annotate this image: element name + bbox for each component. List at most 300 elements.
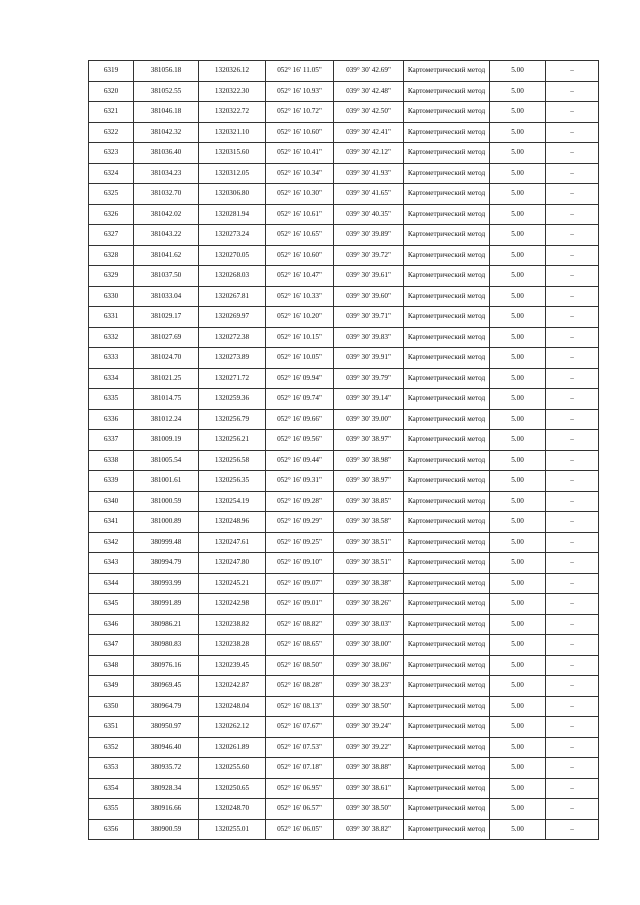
method-cell: Картометрический метод: [404, 717, 490, 738]
table-row: [89, 799, 599, 820]
note-cell: –: [546, 553, 599, 574]
method-cell: Картометрический метод: [404, 676, 490, 697]
longitude-cell: 039° 30' 42.12": [334, 143, 404, 164]
table-row: [89, 430, 599, 451]
note-cell: –: [546, 758, 599, 779]
method-cell: Картометрический метод: [404, 655, 490, 676]
coord-x-cell: 381046.18: [134, 102, 199, 123]
note-cell: –: [546, 225, 599, 246]
table-row: [89, 512, 599, 533]
latitude-cell: 052° 16' 09.94": [266, 368, 334, 389]
coord-y-cell: 1320326.12: [199, 61, 266, 82]
note-cell: –: [546, 430, 599, 451]
longitude-cell: 039° 30' 38.97": [334, 430, 404, 451]
latitude-cell: 052° 16' 10.15": [266, 327, 334, 348]
point-number-cell: 6320: [89, 81, 134, 102]
coord-y-cell: 1320242.98: [199, 594, 266, 615]
latitude-cell: 052° 16' 08.13": [266, 696, 334, 717]
longitude-cell: 039° 30' 38.00": [334, 635, 404, 656]
table-row: [89, 81, 599, 102]
coord-y-cell: 1320248.04: [199, 696, 266, 717]
method-cell: Картометрический метод: [404, 573, 490, 594]
note-cell: –: [546, 491, 599, 512]
longitude-cell: 039° 30' 39.61": [334, 266, 404, 287]
coord-x-cell: 381024.70: [134, 348, 199, 369]
note-cell: –: [546, 676, 599, 697]
coord-y-cell: 1320255.60: [199, 758, 266, 779]
accuracy-cell: 5.00: [490, 266, 546, 287]
method-cell: Картометрический метод: [404, 389, 490, 410]
longitude-cell: 039° 30' 38.51": [334, 532, 404, 553]
coord-x-cell: 380991.89: [134, 594, 199, 615]
accuracy-cell: 5.00: [490, 737, 546, 758]
longitude-cell: 039° 30' 39.72": [334, 245, 404, 266]
coord-x-cell: 381012.24: [134, 409, 199, 430]
note-cell: –: [546, 286, 599, 307]
point-number-cell: 6356: [89, 819, 134, 840]
accuracy-cell: 5.00: [490, 614, 546, 635]
note-cell: –: [546, 778, 599, 799]
accuracy-cell: 5.00: [490, 430, 546, 451]
latitude-cell: 052° 16' 11.05": [266, 61, 334, 82]
coord-x-cell: 381005.54: [134, 450, 199, 471]
longitude-cell: 039° 30' 38.82": [334, 819, 404, 840]
method-cell: Картометрический метод: [404, 799, 490, 820]
coord-x-cell: 381033.04: [134, 286, 199, 307]
coord-y-cell: 1320312.05: [199, 163, 266, 184]
coord-x-cell: 381000.59: [134, 491, 199, 512]
note-cell: –: [546, 635, 599, 656]
longitude-cell: 039° 30' 39.00": [334, 409, 404, 430]
table-row: [89, 389, 599, 410]
latitude-cell: 052° 16' 09.74": [266, 389, 334, 410]
table-row: [89, 225, 599, 246]
table-row: [89, 655, 599, 676]
latitude-cell: 052° 16' 09.44": [266, 450, 334, 471]
method-cell: Картометрический метод: [404, 163, 490, 184]
coord-x-cell: 381029.17: [134, 307, 199, 328]
coord-y-cell: 1320259.36: [199, 389, 266, 410]
table-row: [89, 327, 599, 348]
point-number-cell: 6351: [89, 717, 134, 738]
longitude-cell: 039° 30' 38.38": [334, 573, 404, 594]
accuracy-cell: 5.00: [490, 594, 546, 615]
coord-y-cell: 1320256.58: [199, 450, 266, 471]
coord-x-cell: 380916.66: [134, 799, 199, 820]
coord-x-cell: 381052.55: [134, 81, 199, 102]
point-number-cell: 6319: [89, 61, 134, 82]
coord-x-cell: 380999.48: [134, 532, 199, 553]
coord-x-cell: 380935.72: [134, 758, 199, 779]
longitude-cell: 039° 30' 39.60": [334, 286, 404, 307]
method-cell: Картометрический метод: [404, 225, 490, 246]
accuracy-cell: 5.00: [490, 61, 546, 82]
latitude-cell: 052° 16' 10.41": [266, 143, 334, 164]
coord-x-cell: 381037.50: [134, 266, 199, 287]
latitude-cell: 052° 16' 09.66": [266, 409, 334, 430]
point-number-cell: 6321: [89, 102, 134, 123]
method-cell: Картометрический метод: [404, 614, 490, 635]
latitude-cell: 052° 16' 09.29": [266, 512, 334, 533]
accuracy-cell: 5.00: [490, 163, 546, 184]
coord-y-cell: 1320322.30: [199, 81, 266, 102]
method-cell: Картометрический метод: [404, 266, 490, 287]
coord-x-cell: 381041.62: [134, 245, 199, 266]
point-number-cell: 6337: [89, 430, 134, 451]
method-cell: Картометрический метод: [404, 696, 490, 717]
latitude-cell: 052° 16' 10.20": [266, 307, 334, 328]
accuracy-cell: 5.00: [490, 676, 546, 697]
table-row: [89, 717, 599, 738]
coord-x-cell: 380928.34: [134, 778, 199, 799]
note-cell: –: [546, 696, 599, 717]
accuracy-cell: 5.00: [490, 348, 546, 369]
coordinates-table-page: [88, 60, 598, 840]
coord-y-cell: 1320248.96: [199, 512, 266, 533]
method-cell: Картометрический метод: [404, 635, 490, 656]
table-row: [89, 184, 599, 205]
longitude-cell: 039° 30' 39.91": [334, 348, 404, 369]
method-cell: Картометрический метод: [404, 778, 490, 799]
coord-y-cell: 1320248.70: [199, 799, 266, 820]
longitude-cell: 039° 30' 38.58": [334, 512, 404, 533]
accuracy-cell: 5.00: [490, 778, 546, 799]
longitude-cell: 039° 30' 42.41": [334, 122, 404, 143]
note-cell: –: [546, 81, 599, 102]
table-row: [89, 696, 599, 717]
note-cell: –: [546, 389, 599, 410]
latitude-cell: 052° 16' 09.31": [266, 471, 334, 492]
accuracy-cell: 5.00: [490, 573, 546, 594]
table-row: [89, 491, 599, 512]
latitude-cell: 052° 16' 09.01": [266, 594, 334, 615]
note-cell: –: [546, 573, 599, 594]
note-cell: –: [546, 266, 599, 287]
coord-x-cell: 381042.32: [134, 122, 199, 143]
table-row: [89, 594, 599, 615]
coord-x-cell: 381056.18: [134, 61, 199, 82]
table-row: [89, 307, 599, 328]
point-number-cell: 6344: [89, 573, 134, 594]
method-cell: Картометрический метод: [404, 61, 490, 82]
point-number-cell: 6325: [89, 184, 134, 205]
method-cell: Картометрический метод: [404, 245, 490, 266]
longitude-cell: 039° 30' 39.14": [334, 389, 404, 410]
point-number-cell: 6340: [89, 491, 134, 512]
table-row: [89, 737, 599, 758]
method-cell: Картометрический метод: [404, 368, 490, 389]
longitude-cell: 039° 30' 39.79": [334, 368, 404, 389]
point-number-cell: 6348: [89, 655, 134, 676]
coord-y-cell: 1320306.80: [199, 184, 266, 205]
point-number-cell: 6322: [89, 122, 134, 143]
latitude-cell: 052° 16' 10.60": [266, 122, 334, 143]
longitude-cell: 039° 30' 41.93": [334, 163, 404, 184]
latitude-cell: 052° 16' 10.47": [266, 266, 334, 287]
accuracy-cell: 5.00: [490, 184, 546, 205]
latitude-cell: 052° 16' 09.56": [266, 430, 334, 451]
coord-x-cell: 381032.70: [134, 184, 199, 205]
accuracy-cell: 5.00: [490, 245, 546, 266]
table-row: [89, 163, 599, 184]
point-number-cell: 6323: [89, 143, 134, 164]
latitude-cell: 052° 16' 07.67": [266, 717, 334, 738]
method-cell: Картометрический метод: [404, 204, 490, 225]
accuracy-cell: 5.00: [490, 799, 546, 820]
method-cell: Картометрический метод: [404, 81, 490, 102]
table-row: [89, 286, 599, 307]
point-number-cell: 6345: [89, 594, 134, 615]
coord-y-cell: 1320273.24: [199, 225, 266, 246]
accuracy-cell: 5.00: [490, 225, 546, 246]
coordinates-table: [88, 60, 599, 840]
longitude-cell: 039° 30' 38.51": [334, 553, 404, 574]
point-number-cell: 6343: [89, 553, 134, 574]
point-number-cell: 6336: [89, 409, 134, 430]
table-row: [89, 532, 599, 553]
accuracy-cell: 5.00: [490, 450, 546, 471]
point-number-cell: 6334: [89, 368, 134, 389]
point-number-cell: 6329: [89, 266, 134, 287]
longitude-cell: 039° 30' 39.89": [334, 225, 404, 246]
coord-y-cell: 1320281.94: [199, 204, 266, 225]
coord-y-cell: 1320267.81: [199, 286, 266, 307]
coord-y-cell: 1320239.45: [199, 655, 266, 676]
point-number-cell: 6324: [89, 163, 134, 184]
table-row: [89, 471, 599, 492]
coord-x-cell: 380964.79: [134, 696, 199, 717]
table-row: [89, 368, 599, 389]
longitude-cell: 039° 30' 41.65": [334, 184, 404, 205]
table-row: [89, 266, 599, 287]
accuracy-cell: 5.00: [490, 717, 546, 738]
point-number-cell: 6330: [89, 286, 134, 307]
coord-x-cell: 380946.40: [134, 737, 199, 758]
accuracy-cell: 5.00: [490, 512, 546, 533]
latitude-cell: 052° 16' 08.28": [266, 676, 334, 697]
method-cell: Картометрический метод: [404, 184, 490, 205]
note-cell: –: [546, 594, 599, 615]
method-cell: Картометрический метод: [404, 327, 490, 348]
accuracy-cell: 5.00: [490, 553, 546, 574]
longitude-cell: 039° 30' 39.83": [334, 327, 404, 348]
method-cell: Картометрический метод: [404, 348, 490, 369]
accuracy-cell: 5.00: [490, 409, 546, 430]
accuracy-cell: 5.00: [490, 102, 546, 123]
accuracy-cell: 5.00: [490, 655, 546, 676]
latitude-cell: 052° 16' 08.65": [266, 635, 334, 656]
point-number-cell: 6342: [89, 532, 134, 553]
latitude-cell: 052° 16' 10.60": [266, 245, 334, 266]
latitude-cell: 052° 16' 07.53": [266, 737, 334, 758]
longitude-cell: 039° 30' 42.69": [334, 61, 404, 82]
coord-y-cell: 1320247.80: [199, 553, 266, 574]
table-row: [89, 778, 599, 799]
latitude-cell: 052° 16' 06.05": [266, 819, 334, 840]
note-cell: –: [546, 143, 599, 164]
method-cell: Картометрический метод: [404, 450, 490, 471]
note-cell: –: [546, 717, 599, 738]
longitude-cell: 039° 30' 38.23": [334, 676, 404, 697]
note-cell: –: [546, 368, 599, 389]
longitude-cell: 039° 30' 38.98": [334, 450, 404, 471]
accuracy-cell: 5.00: [490, 368, 546, 389]
accuracy-cell: 5.00: [490, 81, 546, 102]
longitude-cell: 039° 30' 42.48": [334, 81, 404, 102]
longitude-cell: 039° 30' 38.88": [334, 758, 404, 779]
latitude-cell: 052° 16' 10.33": [266, 286, 334, 307]
point-number-cell: 6339: [89, 471, 134, 492]
table-row: [89, 348, 599, 369]
point-number-cell: 6333: [89, 348, 134, 369]
coord-y-cell: 1320271.72: [199, 368, 266, 389]
coord-x-cell: 381042.02: [134, 204, 199, 225]
longitude-cell: 039° 30' 38.50": [334, 799, 404, 820]
latitude-cell: 052° 16' 06.95": [266, 778, 334, 799]
accuracy-cell: 5.00: [490, 204, 546, 225]
method-cell: Картометрический метод: [404, 307, 490, 328]
table-row: [89, 122, 599, 143]
point-number-cell: 6328: [89, 245, 134, 266]
method-cell: Картометрический метод: [404, 532, 490, 553]
accuracy-cell: 5.00: [490, 696, 546, 717]
note-cell: –: [546, 163, 599, 184]
method-cell: Картометрический метод: [404, 758, 490, 779]
latitude-cell: 052° 16' 09.10": [266, 553, 334, 574]
table-row: [89, 204, 599, 225]
point-number-cell: 6347: [89, 635, 134, 656]
note-cell: –: [546, 737, 599, 758]
latitude-cell: 052° 16' 09.07": [266, 573, 334, 594]
note-cell: –: [546, 61, 599, 82]
longitude-cell: 039° 30' 39.24": [334, 717, 404, 738]
table-body: [89, 61, 599, 840]
table-row: [89, 614, 599, 635]
latitude-cell: 052° 16' 10.65": [266, 225, 334, 246]
latitude-cell: 052° 16' 10.30": [266, 184, 334, 205]
note-cell: –: [546, 348, 599, 369]
latitude-cell: 052° 16' 09.25": [266, 532, 334, 553]
coord-y-cell: 1320272.38: [199, 327, 266, 348]
longitude-cell: 039° 30' 38.61": [334, 778, 404, 799]
latitude-cell: 052° 16' 10.61": [266, 204, 334, 225]
accuracy-cell: 5.00: [490, 389, 546, 410]
latitude-cell: 052° 16' 10.72": [266, 102, 334, 123]
coord-x-cell: 380969.45: [134, 676, 199, 697]
coord-x-cell: 381027.69: [134, 327, 199, 348]
accuracy-cell: 5.00: [490, 635, 546, 656]
point-number-cell: 6332: [89, 327, 134, 348]
longitude-cell: 039° 30' 39.71": [334, 307, 404, 328]
method-cell: Картометрический метод: [404, 819, 490, 840]
coord-x-cell: 380986.21: [134, 614, 199, 635]
accuracy-cell: 5.00: [490, 143, 546, 164]
point-number-cell: 6352: [89, 737, 134, 758]
coord-y-cell: 1320254.19: [199, 491, 266, 512]
point-number-cell: 6346: [89, 614, 134, 635]
note-cell: –: [546, 327, 599, 348]
table-row: [89, 553, 599, 574]
table-row: [89, 819, 599, 840]
note-cell: –: [546, 471, 599, 492]
longitude-cell: 039° 30' 38.03": [334, 614, 404, 635]
latitude-cell: 052° 16' 09.28": [266, 491, 334, 512]
coord-x-cell: 380993.99: [134, 573, 199, 594]
longitude-cell: 039° 30' 40.35": [334, 204, 404, 225]
note-cell: –: [546, 819, 599, 840]
table-row: [89, 573, 599, 594]
point-number-cell: 6354: [89, 778, 134, 799]
latitude-cell: 052° 16' 07.18": [266, 758, 334, 779]
point-number-cell: 6335: [89, 389, 134, 410]
coord-y-cell: 1320255.01: [199, 819, 266, 840]
longitude-cell: 039° 30' 42.50": [334, 102, 404, 123]
coord-x-cell: 381001.61: [134, 471, 199, 492]
accuracy-cell: 5.00: [490, 471, 546, 492]
coord-y-cell: 1320262.12: [199, 717, 266, 738]
table-row: [89, 102, 599, 123]
method-cell: Картометрический метод: [404, 430, 490, 451]
latitude-cell: 052° 16' 06.57": [266, 799, 334, 820]
coord-y-cell: 1320238.28: [199, 635, 266, 656]
coord-y-cell: 1320256.21: [199, 430, 266, 451]
coord-y-cell: 1320273.89: [199, 348, 266, 369]
method-cell: Картометрический метод: [404, 471, 490, 492]
accuracy-cell: 5.00: [490, 286, 546, 307]
table-row: [89, 143, 599, 164]
method-cell: Картометрический метод: [404, 286, 490, 307]
method-cell: Картометрический метод: [404, 512, 490, 533]
coord-y-cell: 1320245.21: [199, 573, 266, 594]
coord-x-cell: 381000.89: [134, 512, 199, 533]
method-cell: Картометрический метод: [404, 409, 490, 430]
coord-x-cell: 381014.75: [134, 389, 199, 410]
longitude-cell: 039° 30' 38.50": [334, 696, 404, 717]
note-cell: –: [546, 184, 599, 205]
point-number-cell: 6326: [89, 204, 134, 225]
table-row: [89, 245, 599, 266]
longitude-cell: 039° 30' 38.97": [334, 471, 404, 492]
coord-x-cell: 380994.79: [134, 553, 199, 574]
method-cell: Картометрический метод: [404, 102, 490, 123]
note-cell: –: [546, 307, 599, 328]
accuracy-cell: 5.00: [490, 819, 546, 840]
table-row: [89, 450, 599, 471]
coord-y-cell: 1320238.82: [199, 614, 266, 635]
note-cell: –: [546, 245, 599, 266]
coord-y-cell: 1320268.03: [199, 266, 266, 287]
method-cell: Картометрический метод: [404, 553, 490, 574]
coord-x-cell: 380980.83: [134, 635, 199, 656]
coord-x-cell: 381036.40: [134, 143, 199, 164]
note-cell: –: [546, 512, 599, 533]
point-number-cell: 6349: [89, 676, 134, 697]
accuracy-cell: 5.00: [490, 327, 546, 348]
coord-y-cell: 1320247.61: [199, 532, 266, 553]
table-row: [89, 635, 599, 656]
coord-x-cell: 381021.25: [134, 368, 199, 389]
table-row: [89, 676, 599, 697]
coord-x-cell: 381009.19: [134, 430, 199, 451]
table-row: [89, 758, 599, 779]
coord-y-cell: 1320322.72: [199, 102, 266, 123]
latitude-cell: 052° 16' 10.93": [266, 81, 334, 102]
point-number-cell: 6350: [89, 696, 134, 717]
point-number-cell: 6331: [89, 307, 134, 328]
coord-y-cell: 1320256.35: [199, 471, 266, 492]
note-cell: –: [546, 122, 599, 143]
accuracy-cell: 5.00: [490, 307, 546, 328]
